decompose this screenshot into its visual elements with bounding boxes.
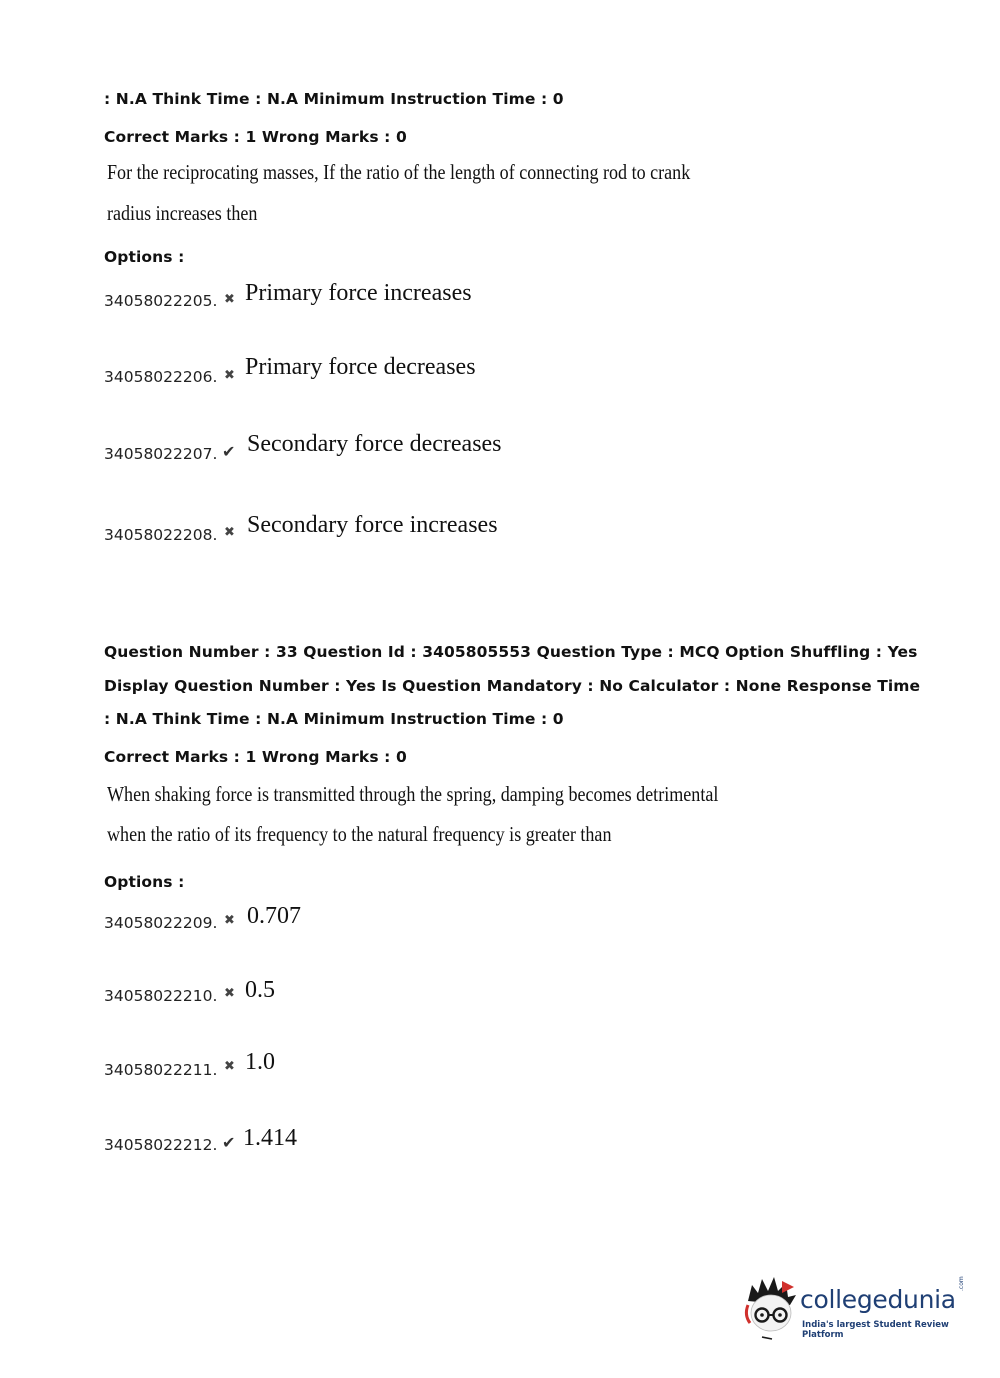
check-icon: ✔ [222, 442, 236, 461]
check-icon: ✔ [222, 1133, 236, 1152]
cross-icon: ✖ [224, 525, 235, 540]
meta-line-2: Display Question Number : Yes Is Question Mandatory : No Calculator : None Response Time [104, 677, 921, 695]
option-id: 34058022206. [104, 368, 218, 386]
marks-line: Correct Marks : 1 Wrong Marks : 0 [104, 128, 407, 146]
cross-icon: ✖ [224, 986, 235, 1001]
option-id: 34058022210. [104, 987, 218, 1005]
meta-line-1: Question Number : 33 Question Id : 3405805553 Question Type : MCQ Option Shuffling : Yes [104, 643, 918, 661]
option-text: 0.707 [247, 903, 301, 929]
option-id: 34058022207. [104, 445, 218, 463]
option-text: Primary force decreases [245, 354, 476, 380]
option-id: 34058022212. [104, 1136, 218, 1154]
cross-icon: ✖ [224, 913, 235, 928]
cross-icon: ✖ [224, 292, 235, 307]
option-id: 34058022209. [104, 914, 218, 932]
option-id: 34058022211. [104, 1061, 218, 1079]
logo-suffix: .com [958, 1276, 965, 1291]
option-text: Secondary force decreases [247, 431, 502, 457]
meta-line-3: : N.A Think Time : N.A Minimum Instruction Time : 0 [104, 90, 564, 108]
question-text-line-2: radius increases then [107, 201, 258, 225]
cross-icon: ✖ [224, 1059, 235, 1074]
meta-line-3: : N.A Think Time : N.A Minimum Instruction Time : 0 [104, 710, 564, 728]
question-text-line-1: For the reciprocating masses, If the ratio of the length of connecting rod to crank [107, 160, 691, 184]
option-id: 34058022208. [104, 526, 218, 544]
option-id: 34058022205. [104, 292, 218, 310]
cross-icon: ✖ [224, 368, 235, 383]
question-text-line-2: when the ratio of its frequency to the natural frequency is greater than [107, 822, 612, 846]
options-label: Options : [104, 248, 185, 266]
logo-tagline: India's largest Student Review Platform [802, 1320, 949, 1340]
option-text: 1.414 [243, 1125, 297, 1151]
collegedunia-logo [742, 1275, 967, 1345]
mascot-icon [742, 1275, 800, 1345]
option-text: 0.5 [245, 977, 275, 1003]
option-text: 1.0 [245, 1049, 275, 1075]
option-text: Primary force increases [245, 280, 472, 306]
question-text-line-1: When shaking force is transmitted through the spring, damping becomes detrimental [107, 782, 719, 806]
options-label: Options : [104, 873, 185, 891]
option-text: Secondary force increases [247, 512, 498, 538]
marks-line: Correct Marks : 1 Wrong Marks : 0 [104, 748, 407, 766]
logo-wordmark: collegedunia [800, 1285, 956, 1314]
